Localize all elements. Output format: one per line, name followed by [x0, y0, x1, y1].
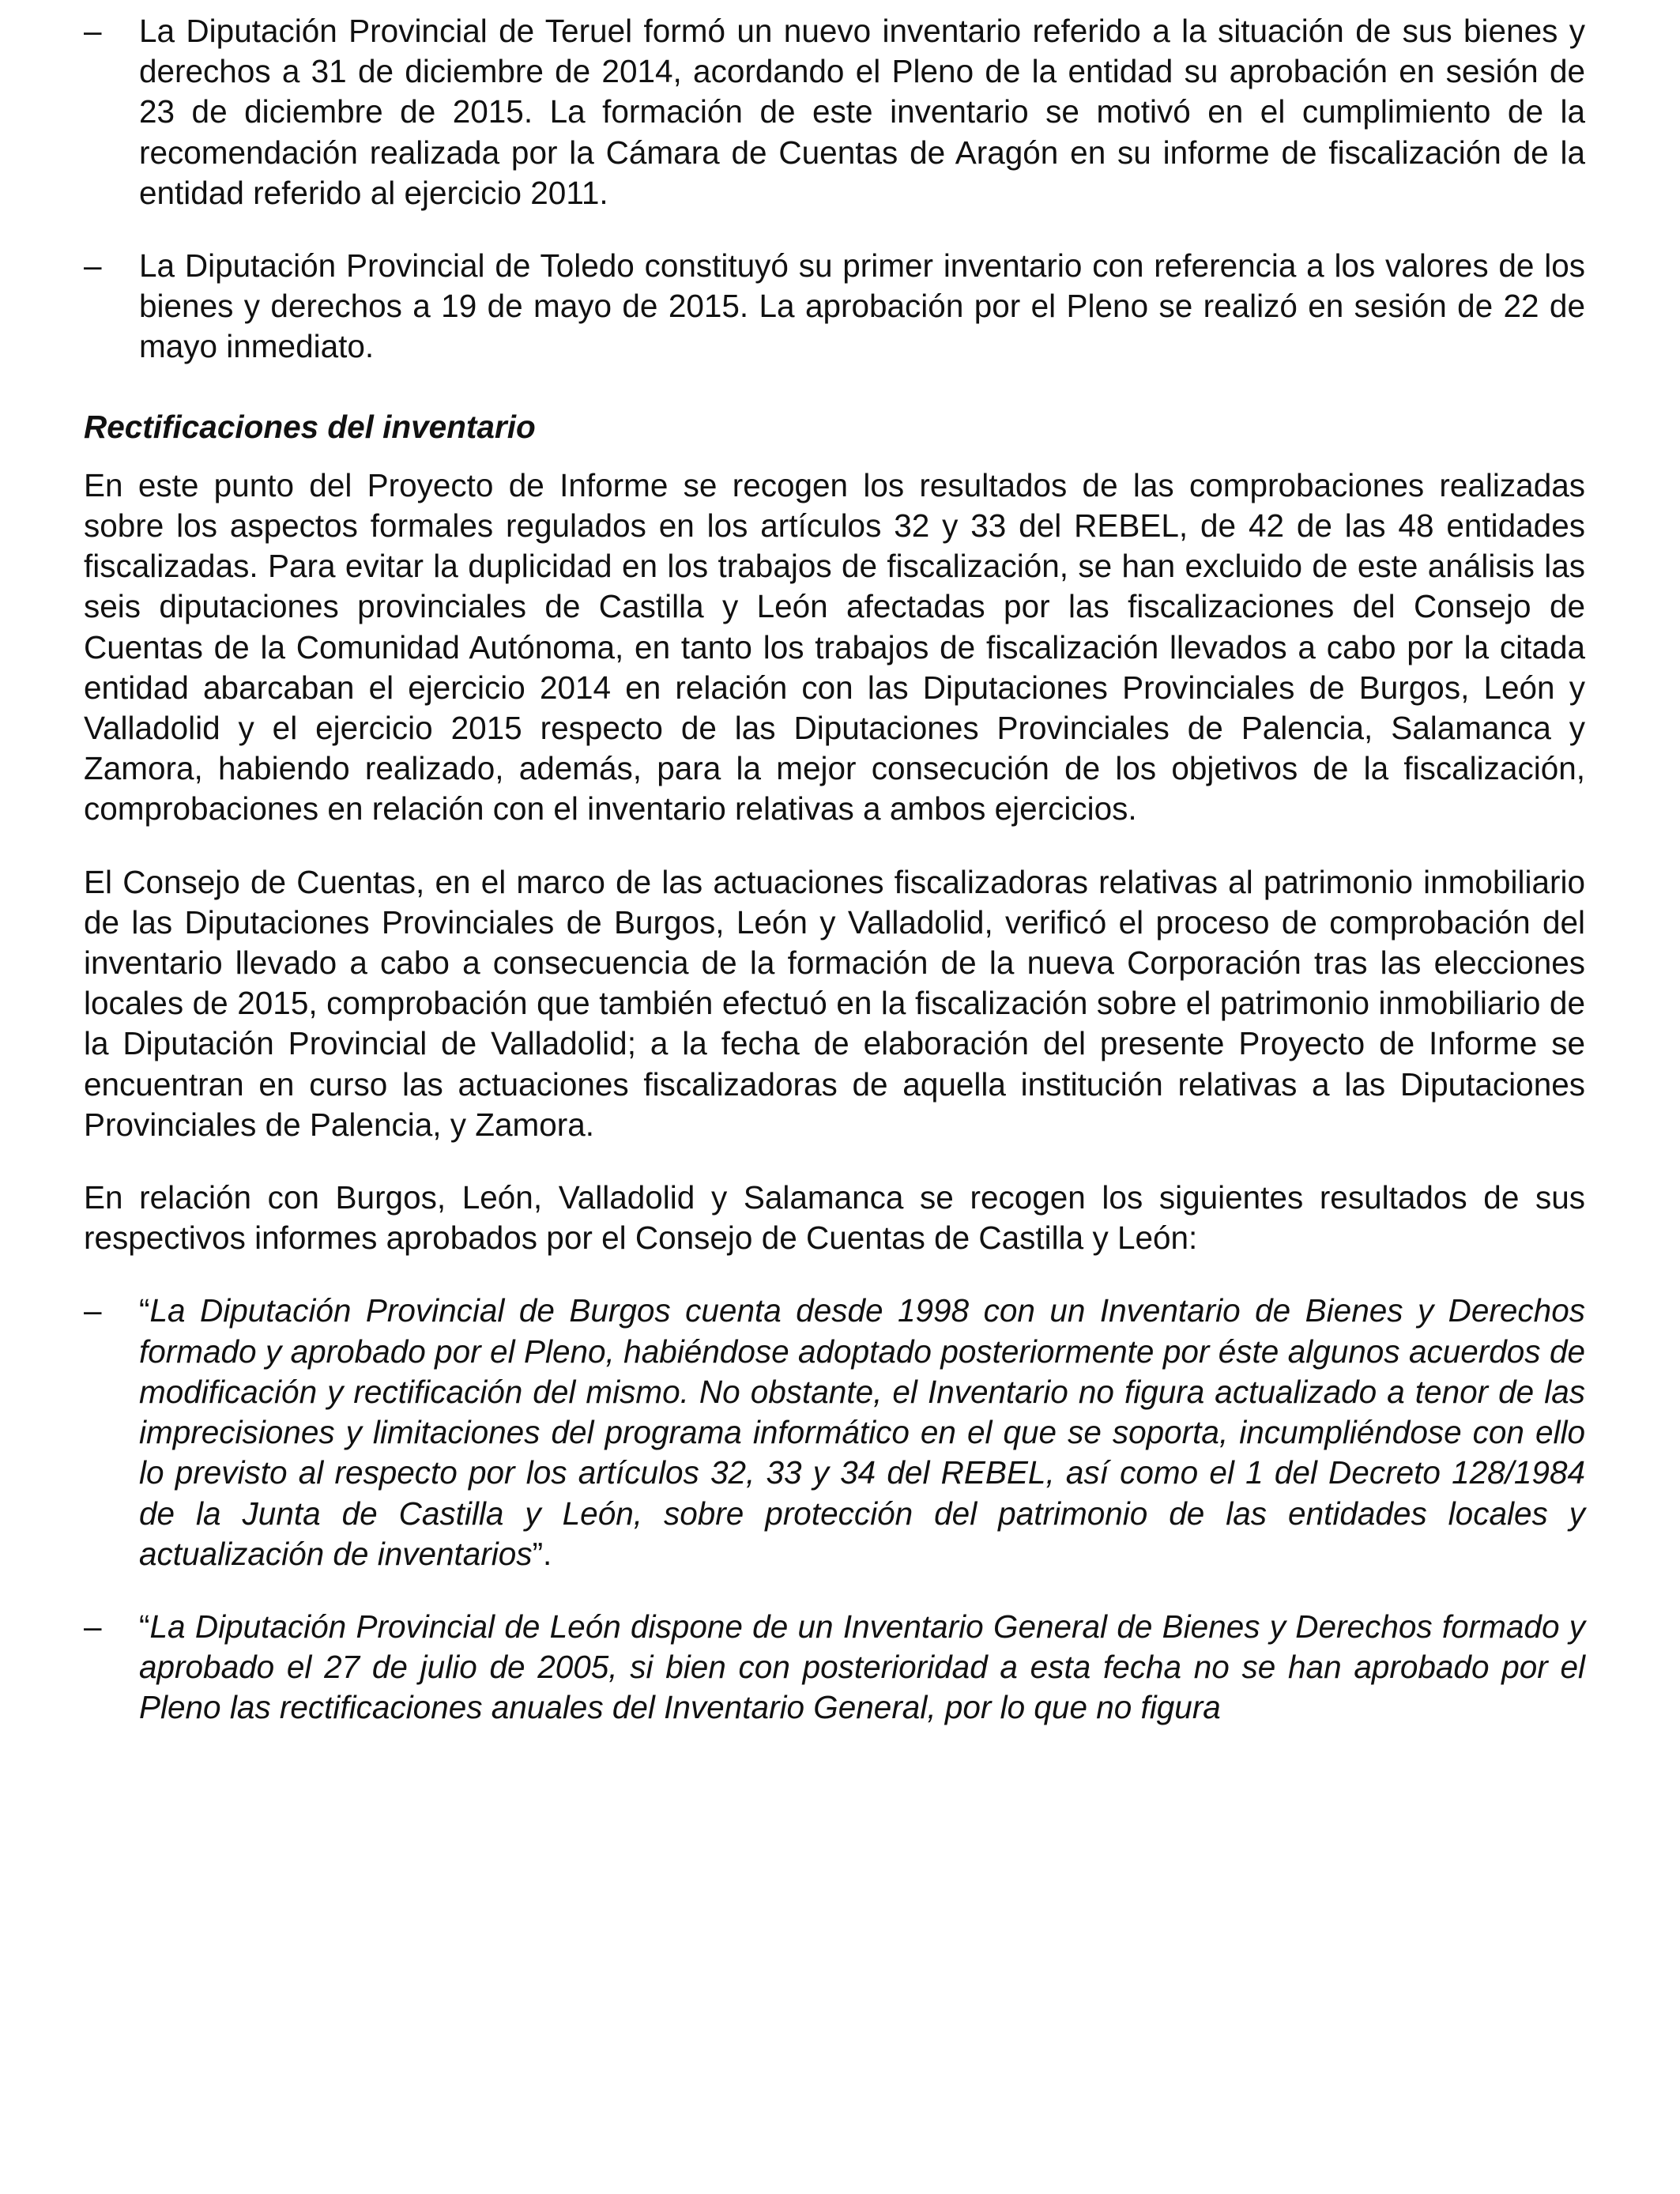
quote-text: La Diputación Provincial de León dispone de un Inventario General de Bienes y Derechos formado y aprobado el 27 de julio de 2005, si bien con posterioridad a esta fecha no se han aprobado por el Pleno las rectificaciones anuales del Inventario General, por lo que no figura — [139, 1608, 1585, 1726]
list-item-text: La Diputación Provincial de Toledo constituyó su primer inventario con referencia a los valores de los bienes y derechos a 19 de mayo de 2015. La aprobación por el Pleno se realizó en sesión de 22 de mayo inmediato. — [139, 247, 1585, 365]
paragraph-consejo: El Consejo de Cuentas, en el marco de las actuaciones fiscalizadoras relativas al patrimonio inmobiliario de las Diputaciones Provinciales de Burgos, León y Valladolid, verificó el proceso de comprobación del inventario llevado a cabo a consecuencia de la formación de la nueva Corporación tras las elecciones locales de 2015, comprobación que también efectuó en la fiscalización sobre el patrimonio inmobiliario de la Diputación Provincial de Valladolid; a la fecha de elaboración del presente Proyecto de Informe se encuentran en curso las actuaciones fiscalizadoras de aquella institución relativas a las Diputaciones Provinciales de Palencia, y Zamora. — [84, 863, 1585, 1143]
quote-text: La Diputación Provincial de Burgos cuenta desde 1998 con un Inventario de Bienes y Derechos formado y aprobado por el Pleno, habiéndose adoptado posteriormente por éste algunos acuerdos de modificación y rectificación del mismo. No obstante, el Inventario no figura actualizado a tenor de las imprecisiones y limitaciones del programa informático en el que se soporta, incumpliéndose con ello lo previsto al respecto por los artículos 32, 33 y 34 del REBEL, así como el 1 del Decreto 128/1984 de la Junta de Castilla y León, sobre protección del patrimonio de las entidades locales y actualización de inventarios — [139, 1292, 1585, 1572]
open-quote: “ — [139, 1608, 150, 1645]
list-item-text: La Diputación Provincial de Teruel formó un nuevo inventario referido a la situación de sus bienes y derechos a 31 de diciembre de 2014, acordando el Pleno de la entidad su aprobación en sesión de 23 de diciembre de 2015. La formación de este inventario se motivó en el cumplimiento de la recomendación realizada por la Cámara de Cuentas de Aragón en su informe de fiscalización de la entidad referido al ejercicio 2011. — [139, 13, 1585, 211]
open-quote: “ — [139, 1292, 150, 1329]
list-item-toledo — [84, 246, 1585, 368]
section-heading: Rectificaciones del inventario — [84, 408, 536, 445]
list-item-teruel — [84, 11, 1585, 213]
paragraph-intro-results: En relación con Burgos, León, Valladolid y Salamanca se recogen los siguientes resultados de sus respectivos informes aprobados por el Consejo de Cuentas de Castilla y León: — [84, 1179, 1585, 1257]
dash-bullet: – — [84, 247, 102, 285]
quote-item-burgos — [84, 1291, 1585, 1574]
paragraph-scope: En este punto del Proyecto de Informe se recogen los resultados de las comprobaciones realizadas sobre los aspectos formales regulados en los artículos 32 y 33 del REBEL, de 42 de las 48 entidades fiscalizadas. Para evitar la duplicidad en los trabajos de fiscalización, se han excluido de este análisis las seis diputaciones provinciales de Castilla y León afectadas por las fiscalizaciones del Consejo de Cuentas de la Comunidad Autónoma, en tanto los trabajos de fiscalización llevados a cabo por la citada entidad abarcaban el ejercicio 2014 en relación con las Diputaciones Provinciales de Burgos, León y Valladolid y el ejercicio 2015 respecto de las Diputaciones Provinciales de Palencia, Salamanca y Zamora, habiendo realizado, además, para la mejor consecución de los objetivos de la fiscalización, comprobaciones en relación con el inventario relativas a ambos ejercicios. — [84, 466, 1585, 827]
document-page — [84, 11, 1585, 1728]
close-quote: ”. — [532, 1535, 552, 1572]
dash-bullet: – — [84, 13, 102, 49]
quote-item-leon — [84, 1607, 1585, 1728]
dash-bullet: – — [84, 1292, 102, 1329]
dash-bullet: – — [84, 1608, 102, 1645]
